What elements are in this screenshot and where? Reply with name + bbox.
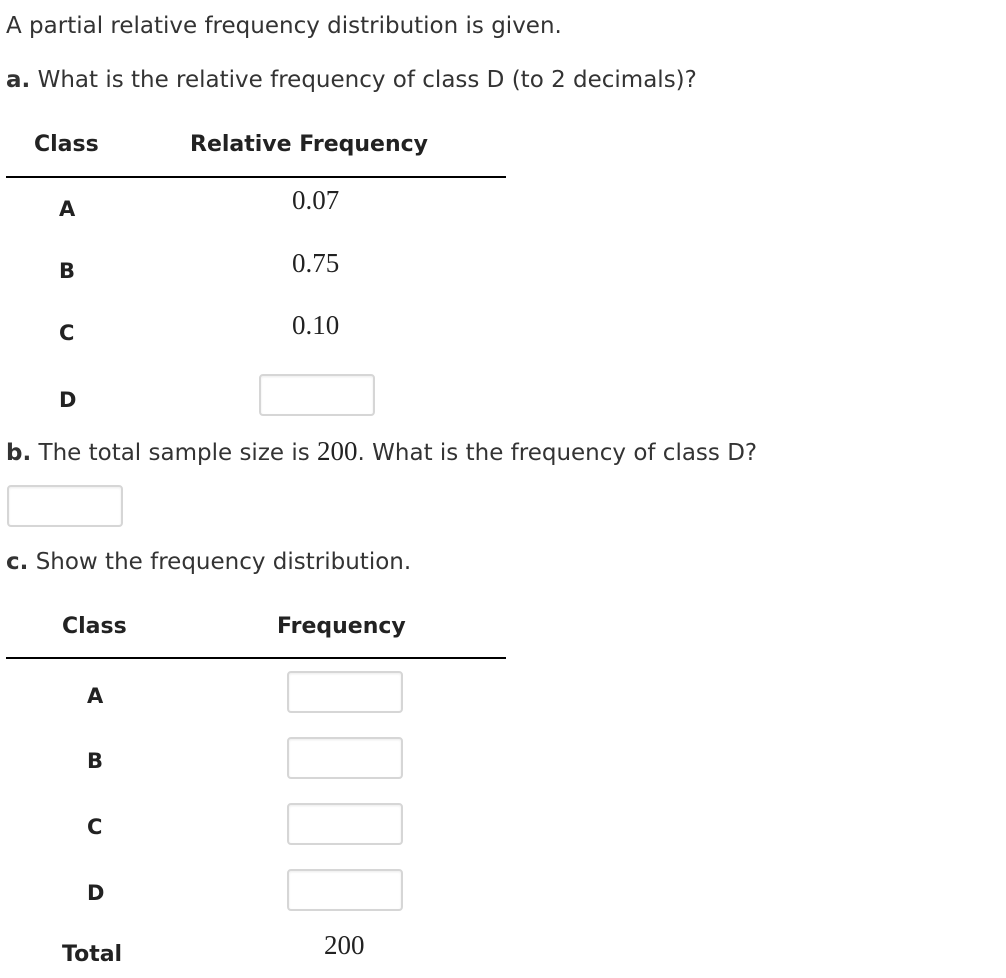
table1-header-rule (6, 176, 506, 178)
relative-frequency-d-input[interactable] (259, 374, 375, 416)
table1-header-class: Class (34, 132, 99, 157)
table2-class-a: A (87, 684, 104, 708)
table2-class-c: C (87, 815, 103, 839)
table1-value-c: 0.10 (292, 310, 340, 340)
table2-header-rule (6, 657, 506, 659)
frequency-b-input[interactable] (287, 737, 403, 779)
table1-class-d: D (59, 388, 77, 412)
part-a-label: a. (6, 67, 31, 93)
part-c-instruction: Show the frequency distribution. (35, 549, 412, 575)
table2-header-class: Class (62, 614, 127, 639)
part-b-text-after: . What is the frequency of class D? (357, 440, 758, 466)
table2-total-value: 200 (324, 930, 365, 960)
sample-size-value: 200 (317, 436, 358, 466)
frequency-c-input[interactable] (287, 803, 403, 845)
frequency-a-input[interactable] (287, 671, 403, 713)
table1-class-b: B (59, 259, 76, 283)
part-a-text: What is the relative frequency of class D (to 2 decimals)? (37, 67, 697, 93)
part-c-text (6, 549, 411, 575)
table2-total-label: Total (62, 942, 123, 967)
frequency-d-input[interactable] (7, 485, 123, 527)
table1-class-c: C (59, 321, 75, 345)
table2-class-d: D (87, 881, 105, 905)
frequency-d-table-input[interactable] (287, 869, 403, 911)
part-b-label: b. (6, 440, 32, 466)
table2-header-frequency: Frequency (277, 614, 406, 639)
part-c-label: c. (6, 549, 29, 575)
part-b-text-before: The total sample size is (38, 440, 310, 466)
table1-value-a: 0.07 (292, 185, 340, 215)
intro-text: A partial relative frequency distribution is given. (6, 13, 562, 39)
part-a-question (6, 67, 697, 93)
table1-class-a: A (59, 197, 76, 221)
table2-class-b: B (87, 749, 104, 773)
table1-value-b: 0.75 (292, 248, 340, 278)
part-b-question (6, 436, 757, 467)
table1-header-relative-frequency: Relative Frequency (190, 132, 428, 157)
